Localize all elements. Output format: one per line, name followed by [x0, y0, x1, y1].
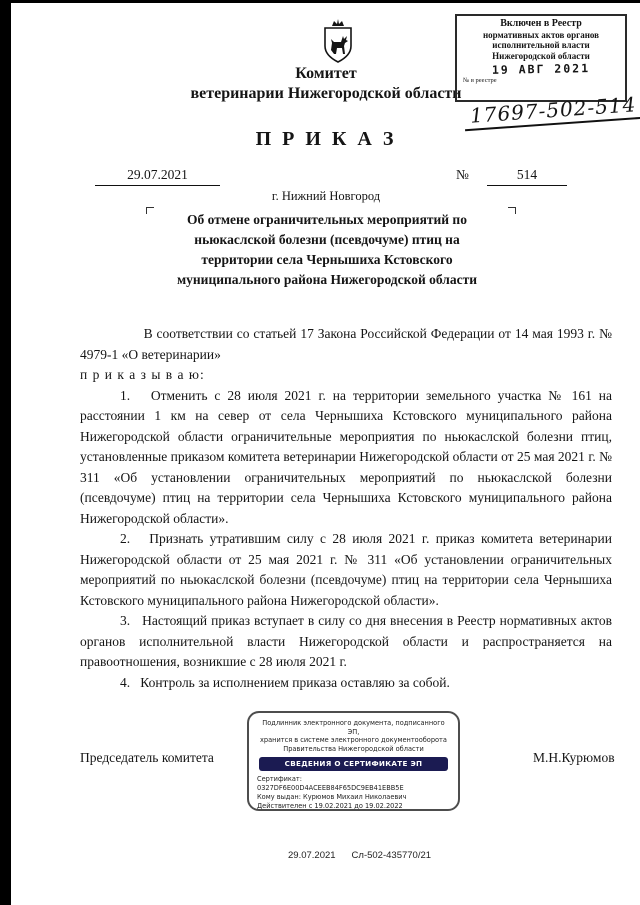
scan-edge-top: [0, 0, 640, 3]
body-paragraph-1: 1. Отменить с 28 июля 2021 г. на территории земельного участка № 161 на расстоянии 1 км на север от села Чернышиха Кстовского муниципального района Нижегородской области ограничительные мероприятия по ньюкаслской болезни птиц, установленные приказом комитета ветеринарии Нижегородской области от 25 мая 2021 г. № 311 «Об установлении ограничительных мероприятий по ньюкаслской болезни (псевдочуме) птиц на территории села Чернышиха Кстовского муниципального района Нижегородской области».: [80, 387, 612, 526]
registry-stamp: [455, 14, 627, 102]
esign-validity: Действителен с 19.02.2021 до 19.02.2022: [257, 801, 403, 810]
document-type-title: П Р И К А З: [255, 128, 397, 150]
esign-issued-to: Кому выдан: Курюмов Михаил Николаевич: [257, 792, 407, 801]
registry-stamp-line4: Нижегородской области: [492, 50, 590, 61]
registry-stamp-line3: исполнительной власти: [492, 40, 590, 50]
document-number-label: №: [456, 167, 469, 182]
coat-of-arms-icon: [316, 18, 358, 68]
footer-reference: Сл-502-435770/21: [351, 850, 432, 861]
esign-header-line3: Правительства Нижегородской области: [283, 744, 424, 753]
registry-number-label: № в реестре: [463, 76, 497, 84]
signer-title: Председатель комитета: [80, 750, 214, 765]
footer-date: 29.07.2021: [288, 850, 336, 861]
body-paragraph-4: 4. Контроль за исполнением приказа оставляю за собой.: [120, 674, 450, 690]
subject-corner-mark-left: [146, 207, 154, 214]
registry-stamp-line2: нормативных актов органов: [482, 29, 600, 40]
page-footer: [288, 850, 431, 861]
esign-certificate-number: Сертификат: 0327DF6E00D4ACEEB84F65DC9EB41EBB5E: [257, 774, 404, 792]
document-subject: Об отмене ограничительных мероприятий по ньюкаслской болезни (псевдочуме) птиц на территории села Чернышиха Кстовского муниципального района Нижегородской области: [176, 212, 478, 287]
subject-corner-mark-right: [508, 207, 516, 214]
body-paragraph-2: 2. Признать утратившим силу с 28 июля 2021 г. приказ комитета ветеринарии Нижегородской области от 25 мая 2021 г. № 311 «Об установлении ограничительных мероприятий по ньюкаслской болезни (псевдочуме) птиц на территории села Чернышиха Кстовского муниципального района Нижегородской области».: [80, 531, 612, 608]
registry-stamp-line1: Включен в Реестр: [500, 18, 582, 29]
esign-header-line2: хранится в системе электронного документооборота: [260, 736, 447, 744]
body-order-word: п р и к а з ы в а ю:: [80, 367, 205, 382]
document-number: 514: [487, 167, 567, 186]
document-date: 29.07.2021: [95, 167, 220, 186]
document-body: [80, 324, 612, 693]
body-intro: В соответствии со статьей 17 Закона Российской Федерации от 14 мая 1993 г. № 4979-1 «О ветеринарии»: [80, 326, 612, 362]
document-city: г. Нижний Новгород: [271, 189, 381, 203]
esign-header-line1: Подлинник электронного документа, подписанного ЭП,: [262, 719, 445, 736]
org-name-line2: ветеринарии Нижегородской области: [190, 85, 462, 102]
esign-certificate-bar: СВЕДЕНИЯ О СЕРТИФИКАТЕ ЭП: [259, 757, 448, 771]
signer-name: М.Н.Курюмов: [533, 750, 615, 765]
org-name-line1: Комитет: [295, 65, 357, 82]
esignature-stamp: [247, 711, 460, 811]
registry-number-handwritten: 17697-502-514: [463, 92, 640, 131]
scan-edge-left: [0, 0, 11, 905]
registry-date-stamp: 19 АВГ 2021: [491, 61, 591, 77]
body-paragraph-3: 3. Настоящий приказ вступает в силу со дня внесения в Реестр нормативных актов органов исполнительной власти Нижегородской области и распространяется на правоотношения, возникшие с 28 июля 2021 г.: [80, 613, 612, 669]
